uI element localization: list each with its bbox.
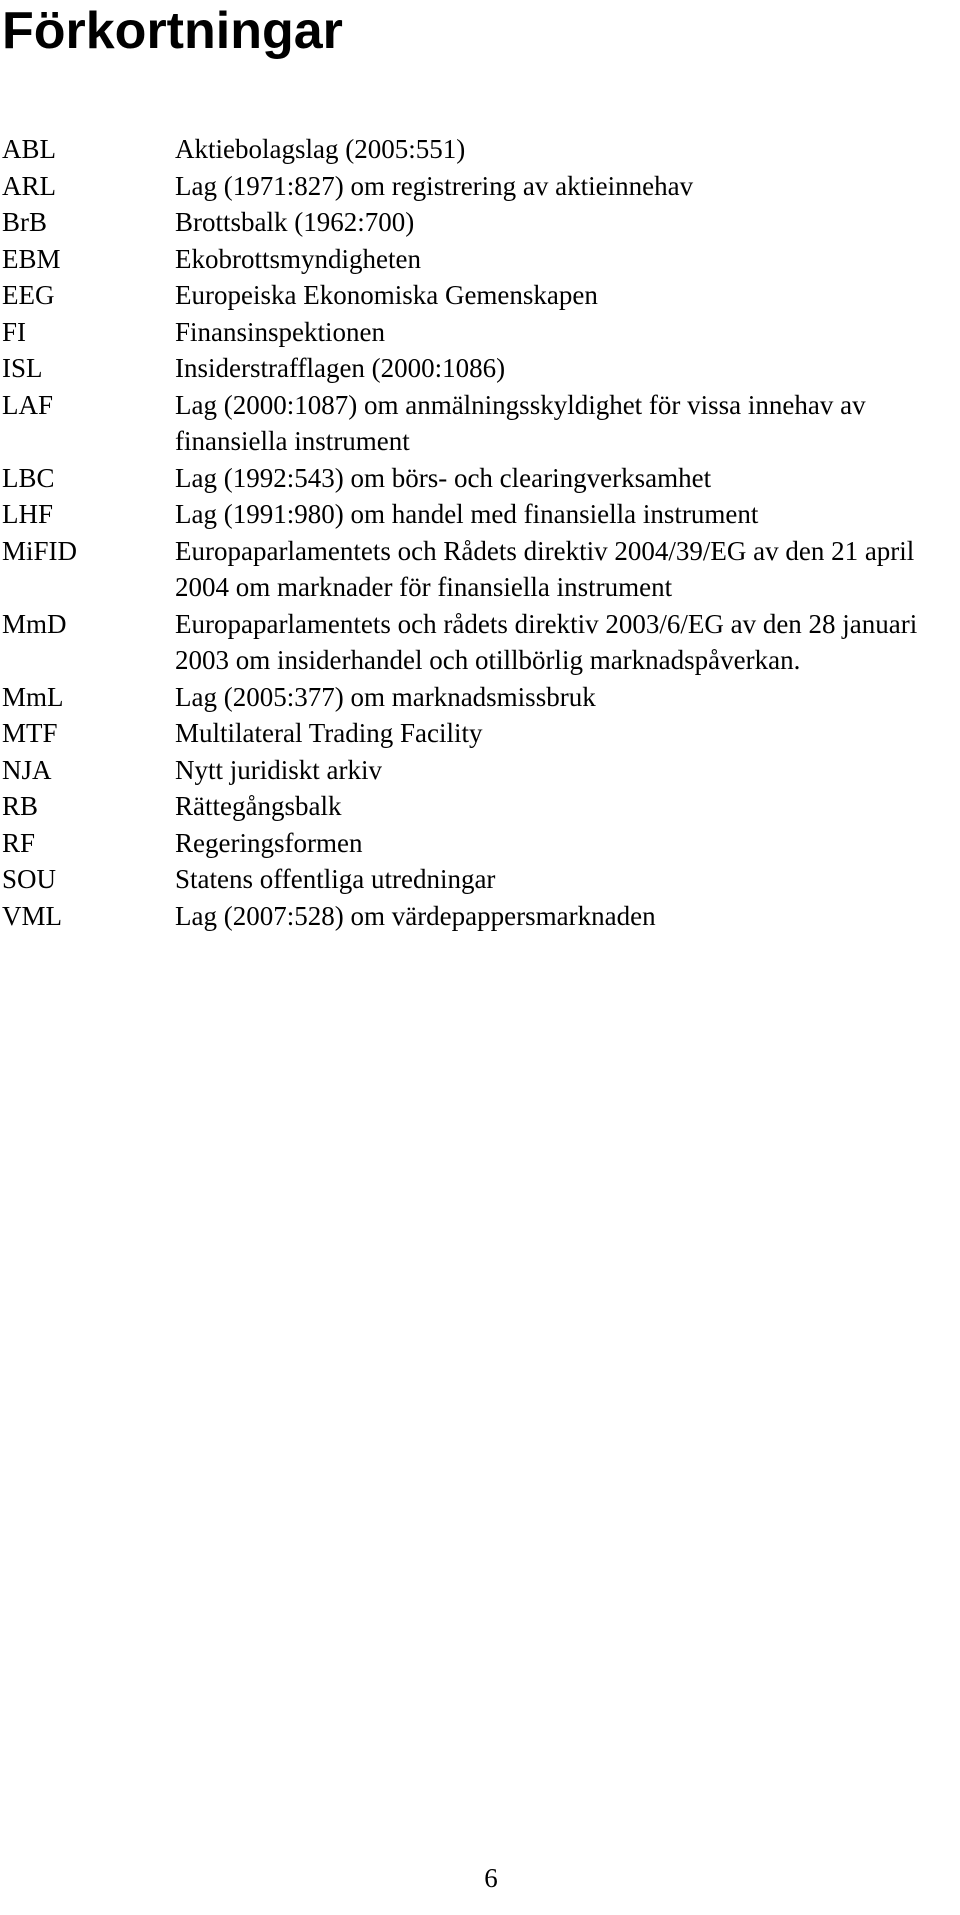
abbreviation-term: ABL: [2, 134, 56, 164]
abbreviation-term: MmL: [2, 681, 64, 712]
abbreviation-term: MiFID: [2, 535, 78, 566]
abbreviation-row: [0, 241, 960, 278]
abbreviation-definition: Lag (2005:377) om marknadsmissbruk: [175, 681, 596, 712]
abbreviation-definition: Rättegångsbalk: [175, 791, 342, 821]
abbreviation-row: [0, 277, 960, 314]
abbreviation-definition: Multilateral Trading Facility: [175, 718, 483, 748]
abbreviation-row: [0, 825, 960, 862]
abbreviation-row: [0, 168, 960, 205]
abbreviation-definition: Europaparlamentets och rådets direktiv 2003/6/EG av den 28 januari 2003 om insiderhandel och otillbörlig marknadspåverkan.: [175, 608, 918, 675]
abbreviation-term: LAF: [2, 389, 54, 420]
abbreviation-definition: Europaparlamentets och Rådets direktiv 2004/39/EG av den 21 april 2004 om marknader för finansiella instrument: [175, 535, 915, 602]
abbreviation-definition: Lag (1991:980) om handel med finansiella instrument: [175, 499, 759, 529]
abbreviation-row: [0, 606, 960, 679]
abbreviation-term: BrB: [2, 207, 48, 237]
abbreviation-definition: Lag (1992:543) om börs- och clearingverksamhet: [175, 462, 712, 493]
abbreviation-row: [0, 496, 960, 533]
abbreviation-row: [0, 204, 960, 241]
abbreviation-definition: Ekobrottsmyndigheten: [175, 243, 421, 274]
abbreviation-definition: Aktiebolagslag (2005:551): [175, 134, 466, 164]
abbreviation-row: [0, 533, 960, 606]
abbreviation-row: [0, 350, 960, 387]
abbreviation-term: ARL: [2, 170, 56, 201]
abbreviation-definition: Finansinspektionen: [175, 316, 385, 347]
abbreviation-term: MTF: [2, 718, 58, 748]
abbreviation-row: [0, 679, 960, 716]
abbreviation-term: ISL: [2, 353, 43, 383]
abbreviation-row: [0, 387, 960, 460]
page-number: 6: [484, 1863, 498, 1893]
abbreviation-term: FI: [2, 316, 27, 347]
abbreviation-definition: Insiderstrafflagen (2000:1086): [175, 353, 506, 383]
abbreviation-definition: Brottsbalk (1962:700): [175, 207, 415, 237]
abbreviation-row: [0, 752, 960, 789]
abbreviation-row: [0, 861, 960, 898]
abbreviation-definition: Lag (1971:827) om registrering av aktieinnehav: [175, 170, 694, 201]
abbreviation-term: RB: [2, 791, 39, 821]
abbreviation-row: [0, 314, 960, 351]
abbreviation-term: EEG: [2, 280, 55, 310]
abbreviation-term: NJA: [2, 754, 52, 785]
abbreviation-term: RF: [2, 827, 36, 858]
abbreviation-definition: Statens offentliga utredningar: [175, 864, 496, 894]
abbreviation-term: SOU: [2, 864, 57, 894]
abbreviation-term: MmD: [2, 608, 67, 639]
abbreviation-list: [0, 131, 960, 934]
abbreviation-term: EBM: [2, 243, 61, 274]
abbreviation-term: LBC: [2, 462, 55, 493]
abbreviation-definition: Europeiska Ekonomiska Gemenskapen: [175, 280, 598, 310]
abbreviation-row: [0, 460, 960, 497]
page-title: Förkortningar: [2, 2, 343, 60]
abbreviation-row: [0, 898, 960, 935]
abbreviation-term: LHF: [2, 499, 54, 529]
abbreviation-definition: Lag (2007:528) om värdepappersmarknaden: [175, 900, 656, 931]
abbreviation-definition: Nytt juridiskt arkiv: [175, 754, 382, 785]
abbreviation-definition: Regeringsformen: [175, 827, 363, 858]
abbreviation-term: VML: [2, 900, 62, 931]
abbreviation-row: [0, 715, 960, 752]
abbreviation-definition: Lag (2000:1087) om anmälningsskyldighet för vissa innehav av finansiella instrument: [175, 389, 866, 456]
abbreviation-row: [0, 131, 960, 168]
abbreviation-row: [0, 788, 960, 825]
